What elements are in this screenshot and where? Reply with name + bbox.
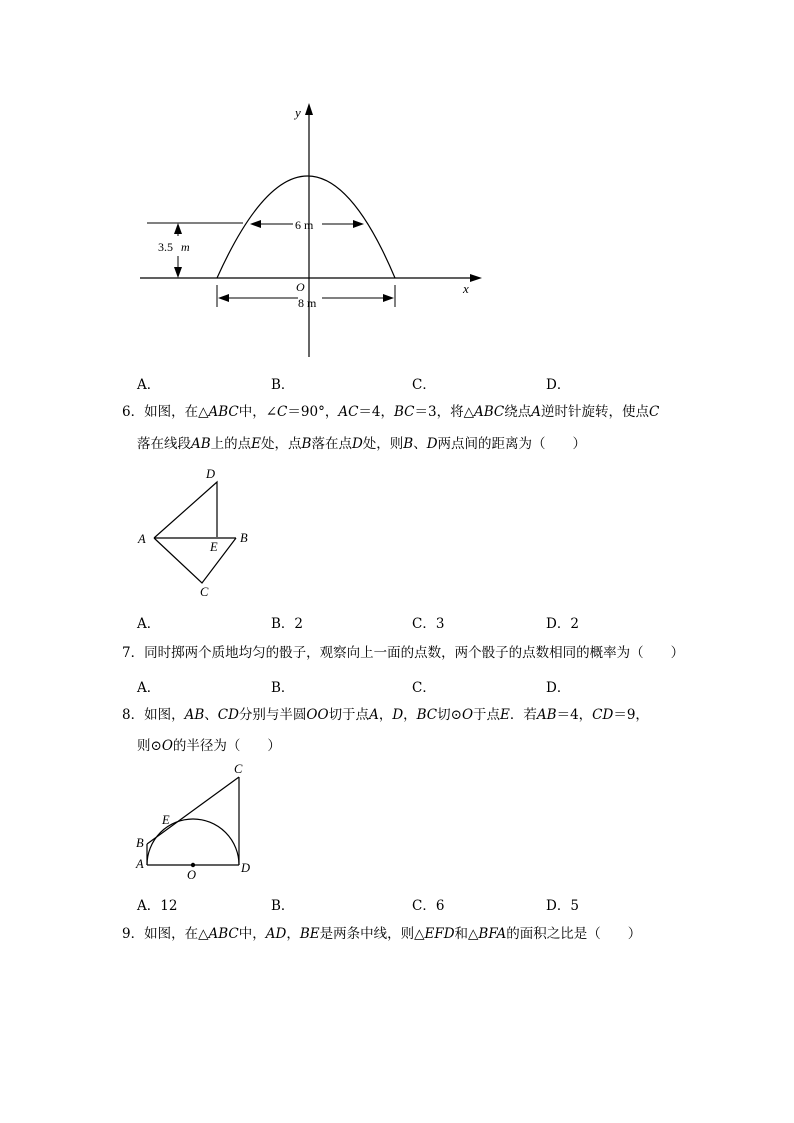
triangle-acb: [154, 538, 236, 583]
q5-option-a[interactable]: A．: [137, 377, 161, 393]
origin-label: O: [296, 280, 305, 294]
dim-8m-label: 8 m: [298, 296, 317, 310]
arch-figure: [130, 95, 500, 365]
q8-option-b[interactable]: B．: [271, 898, 295, 914]
q7-option-a[interactable]: A．: [137, 680, 161, 696]
point-label-b: B: [240, 531, 248, 545]
y-axis-arrow: [305, 103, 313, 115]
dim-35-arrow-down: [174, 267, 182, 278]
point-label-d: D: [206, 467, 216, 481]
dim-35-number: 3.5: [158, 240, 173, 254]
q6-stem-line2: 落在线段AB上的点E处，点B落在点D处，则B、D两点间的距离为（ ）: [137, 436, 587, 452]
q6-option-c[interactable]: C．3: [412, 616, 445, 632]
q7-option-b[interactable]: B．: [271, 680, 295, 696]
dim-35-unit: m: [181, 240, 190, 254]
point-label-d: D: [241, 861, 251, 875]
point-label-e: E: [162, 813, 170, 827]
dim-35-arrow-up: [174, 223, 182, 234]
q5-option-b[interactable]: B．: [271, 377, 295, 393]
dim-6m-arrow-left: [250, 220, 261, 228]
q8-option-d[interactable]: D．5: [546, 898, 579, 914]
triangle-ade: [154, 482, 217, 538]
x-axis-arrow: [470, 274, 482, 282]
center-point-o: [191, 863, 195, 867]
q5-option-c[interactable]: C．: [412, 377, 436, 393]
point-label-o: O: [187, 868, 197, 882]
dim-8m-arrow-left: [218, 294, 229, 302]
x-axis-label: x: [463, 281, 469, 296]
q6-stem-line1: 6．如图，在△ABC中，∠C＝90°，AC＝4，BC＝3，将△ABC绕点A逆时针旋转，使点C: [122, 404, 660, 420]
q6-option-a[interactable]: A．: [137, 616, 161, 632]
y-axis-label: y: [295, 105, 301, 120]
point-label-a: A: [138, 532, 146, 546]
q7-option-c[interactable]: C．: [412, 680, 436, 696]
q9-stem: 9．如图，在△ABC中，AD，BE是两条中线，则△EFD和△BFA的面积之比是（ ）: [122, 926, 642, 942]
dim-8m-arrow-right: [383, 294, 394, 302]
point-label-a: A: [136, 857, 144, 871]
point-label-c: C: [234, 762, 243, 776]
q8-stem-line2: 则⊙O的半径为（ ）: [137, 738, 281, 754]
q6-option-d[interactable]: D．2: [546, 616, 579, 632]
tangent-bc: [147, 777, 239, 844]
point-label-e: E: [210, 540, 218, 554]
semicircle-arc: [147, 819, 239, 865]
dim-6m-label: 6 m: [295, 218, 314, 232]
q8-option-a[interactable]: A．12: [137, 898, 178, 914]
point-label-c: C: [200, 585, 209, 599]
dim-6m-arrow-right: [353, 220, 364, 228]
point-label-b: B: [136, 836, 144, 850]
q8-stem-line1: 8．如图，AB、CD分别与半圆OO切于点A，D，BC切⊙O于点E．若AB＝4，CD＝9，: [122, 707, 649, 723]
q7-stem: 7．同时掷两个质地均匀的骰子，观察向上一面的点数，两个骰子的点数相同的概率为（ ）: [122, 645, 685, 661]
q5-option-d[interactable]: D．: [546, 377, 571, 393]
q7-option-d[interactable]: D．: [546, 680, 571, 696]
q8-option-c[interactable]: C．6: [412, 898, 445, 914]
q6-option-b[interactable]: B．2: [271, 616, 304, 632]
rotation-triangle-figure: [130, 462, 260, 602]
semicircle-tangent-figure: [130, 760, 260, 885]
